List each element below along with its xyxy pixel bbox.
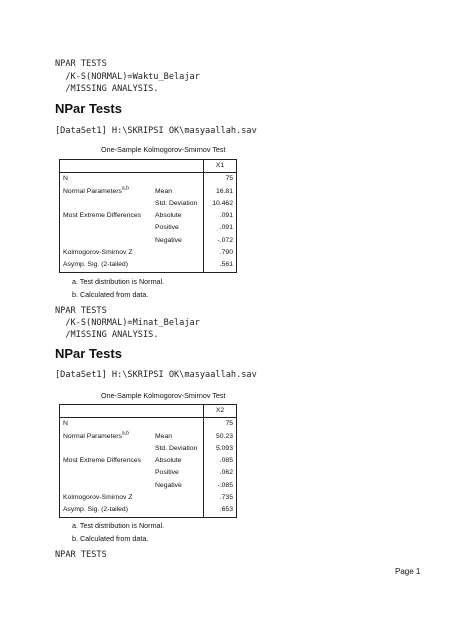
row-sublabel <box>152 247 204 259</box>
row-label <box>60 198 153 210</box>
footnote-marker: a,b <box>121 430 129 437</box>
table-row <box>60 222 237 234</box>
row-label <box>60 443 153 455</box>
row-sublabel: Negative <box>155 481 182 489</box>
row-label: Asymp. Sig. (2-tailed) <box>60 259 153 272</box>
row-sublabel <box>152 259 204 272</box>
row-value: .561 <box>204 259 237 272</box>
ks-test-table <box>59 159 237 273</box>
ks-test-table <box>59 404 237 518</box>
section-heading: NPar Tests <box>55 346 122 361</box>
row-sublabel <box>152 504 204 517</box>
table-footnote: a. Test distribution is Normal. <box>72 521 165 530</box>
syntax-line: /MISSING ANALYSIS. <box>55 84 159 94</box>
table-row <box>60 235 237 247</box>
table-caption: One-Sample Kolmogorov-Smirnov Test <box>101 391 226 400</box>
table-row <box>60 247 237 259</box>
table-footnote: b. Calculated from data. <box>72 290 149 299</box>
row-sublabel: Absolute <box>155 212 182 220</box>
table-footnote: b. Calculated from data. <box>72 534 149 543</box>
row-sublabel: Std. Deviation <box>155 444 198 452</box>
row-sublabel <box>152 173 204 186</box>
footnote-marker: a,b <box>121 185 129 192</box>
table-row <box>60 259 237 272</box>
row-value: .653 <box>204 504 237 517</box>
row-sublabel <box>152 492 204 504</box>
section-heading: NPar Tests <box>55 101 122 116</box>
row-sublabel: Mean <box>155 187 173 195</box>
table-row <box>60 467 237 479</box>
row-value: -.085 <box>204 480 237 492</box>
row-label <box>60 480 153 492</box>
row-label: Normal Parameters <box>63 432 122 440</box>
row-value: .062 <box>204 467 237 479</box>
table-row <box>60 492 237 504</box>
syntax-line: NPAR TESTS <box>55 550 107 560</box>
dataset-line: [DataSet1] H:\SKRIPSI OK\masyaallah.sav <box>55 370 257 380</box>
table-row <box>60 455 237 467</box>
row-value: 16.81 <box>204 186 237 198</box>
row-label <box>60 467 153 479</box>
row-sublabel: Absolute <box>155 457 182 465</box>
dataset-line: [DataSet1] H:\SKRIPSI OK\masyaallah.sav <box>55 126 257 136</box>
row-label: N <box>60 173 153 186</box>
row-value: 5.093 <box>204 443 237 455</box>
row-value: .735 <box>204 492 237 504</box>
syntax-line: /K-S(NORMAL)=Minat_Belajar <box>55 318 200 328</box>
row-label: N <box>60 418 153 431</box>
column-header: X1 <box>204 160 237 173</box>
row-value: .790 <box>204 247 237 259</box>
table-header-row <box>60 405 237 418</box>
table-header-row <box>60 160 237 173</box>
row-sublabel: Positive <box>155 224 179 232</box>
syntax-line: NPAR TESTS <box>55 59 107 69</box>
table-row <box>60 186 237 198</box>
syntax-line: NPAR TESTS <box>55 306 107 316</box>
row-sublabel: Negative <box>155 236 182 244</box>
row-value: 10.462 <box>204 198 237 210</box>
table-row <box>60 480 237 492</box>
table-row <box>60 210 237 222</box>
row-sublabel <box>152 418 204 431</box>
table-row <box>60 504 237 517</box>
row-label: Normal Parameters <box>63 187 122 195</box>
column-header: X2 <box>204 405 237 418</box>
row-label: Kolmogorov-Smirnov Z <box>60 492 153 504</box>
row-value: 75 <box>204 418 237 431</box>
table-row <box>60 198 237 210</box>
row-label: Asymp. Sig. (2-tailed) <box>60 504 153 517</box>
table-row <box>60 443 237 455</box>
table-row <box>60 173 237 186</box>
syntax-line: /K-S(NORMAL)=Waktu_Belajar <box>55 72 200 82</box>
syntax-line: /MISSING ANALYSIS. <box>55 330 159 340</box>
row-value: .091 <box>204 222 237 234</box>
row-label <box>60 235 153 247</box>
row-label: Most Extreme Differences <box>60 210 153 222</box>
table-row <box>60 418 237 431</box>
page-number: Page 1 <box>395 567 421 576</box>
table-caption: One-Sample Kolmogorov-Smirnov Test <box>101 145 226 154</box>
row-label <box>60 222 153 234</box>
row-label: Kolmogorov-Smirnov Z <box>60 247 153 259</box>
row-value: 75 <box>204 173 237 186</box>
row-value: .085 <box>204 455 237 467</box>
row-sublabel: Mean <box>155 432 173 440</box>
table-row <box>60 431 237 443</box>
row-value: .091 <box>204 210 237 222</box>
table-footnote: a. Test distribution is Normal. <box>72 277 165 286</box>
row-sublabel: Std. Deviation <box>155 199 198 207</box>
row-value: 50.23 <box>204 431 237 443</box>
row-value: -.072 <box>204 235 237 247</box>
row-sublabel: Positive <box>155 469 179 477</box>
row-label: Most Extreme Differences <box>60 455 153 467</box>
